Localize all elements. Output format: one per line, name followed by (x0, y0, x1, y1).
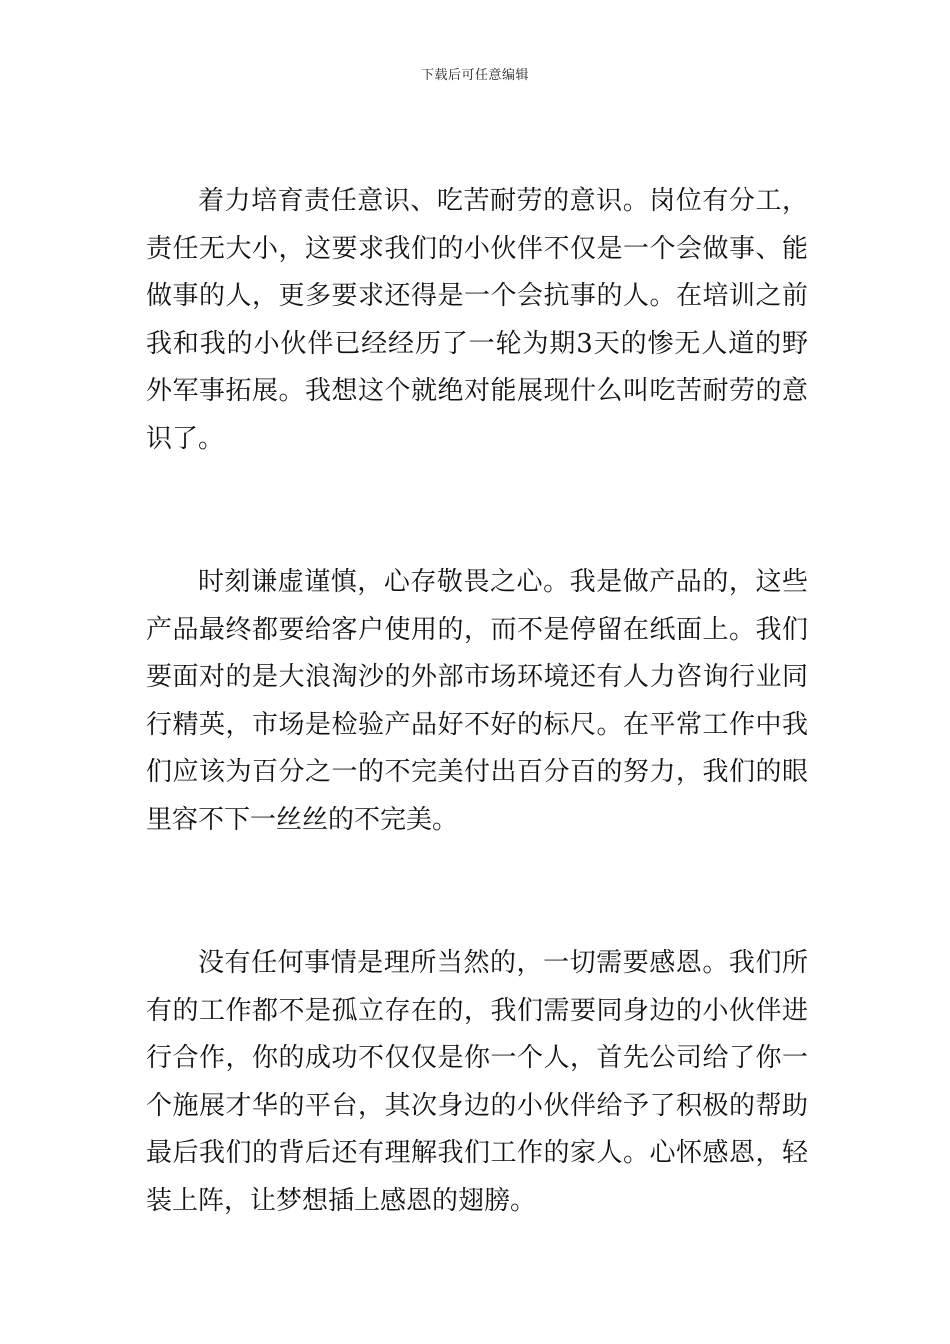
paragraph-1: 着力培育责任意识、吃苦耐劳的意识。岗位有分工，责任无大小，这要求我们的小伙伴不仅是一个会做事、能做事的人，更多要求还得是一个会抗事的人。在培训之前我和我的小伙伴已经经历了一轮为期3天的惨无人道的野外军事拓展。我想这个就绝对能展现什么叫吃苦耐劳的意识了。 (146, 186, 808, 454)
page-header-note: 下载后可任意编辑 (420, 68, 529, 83)
paragraph-3: 没有任何事情是理所当然的，一切需要感恩。我们所有的工作都不是孤立存在的，我们需要同身边的小伙伴进行合作，你的成功不仅仅是你一个人，首先公司给了你一个施展才华的平台，其次身边的小伙伴给予了积极的帮助最后我们的背后还有理解我们工作的家人。心怀感恩，轻装上阵，让梦想插上感恩的翅膀。 (146, 948, 808, 1216)
document-body (146, 178, 808, 1225)
paragraph-2: 时刻谦虚谨慎，心存敬畏之心。我是做产品的，这些产品最终都要给客户使用的，而不是停留在纸面上。我们要面对的是大浪淘沙的外部市场环境还有人力咨询行业同行精英，市场是检验产品好不好的标尺。在平常工作中我们应该为百分之一的不完美付出百分百的努力，我们的眼里容不下一丝丝的不完美。 (146, 567, 808, 835)
